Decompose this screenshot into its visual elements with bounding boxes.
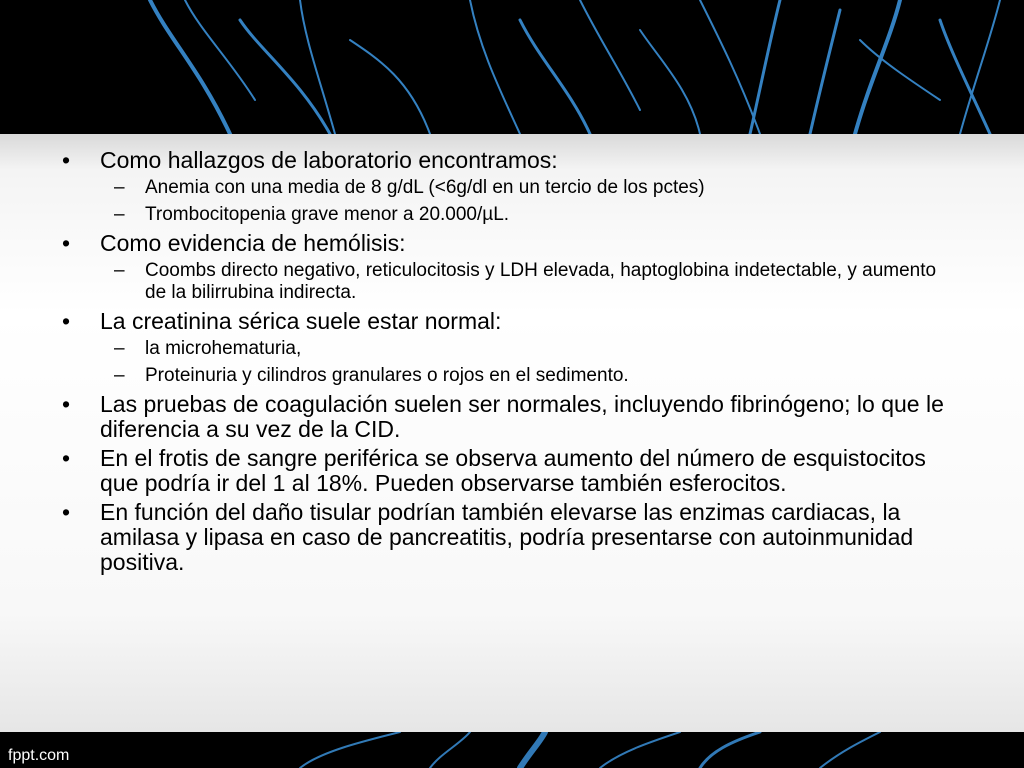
bullet-marker: • [62,499,71,525]
bullet-item [62,392,962,442]
sub-bullet-item [62,260,962,304]
bullet-marker: • [62,147,71,173]
bullet-item [62,500,962,575]
bullet-text: En función del daño tisular podrían también elevarse las enzimas cardiacas, la amilasa y lipasa en caso de pancreatitis, podría presentarse con autoinmunidad positiva. [100,499,914,575]
bullet-text: Anemia con una media de 8 g/dL (<6g/dl en un tercio de los pctes) [145,177,705,198]
sub-bullet-item [62,338,962,360]
bullet-text: En el frotis de sangre periférica se observa aumento del número de esquistocitos que podría ir del 1 al 18%. Pueden observarse también esferocitos. [100,445,926,496]
bullet-text: Como evidencia de hemólisis: [100,230,406,256]
bullet-text: La creatinina sérica suele estar normal: [100,308,502,334]
bullet-text: la microhematuria, [145,338,302,359]
bullet-text: Trombocitopenia grave menor a 20.000/µL. [145,204,510,225]
sub-bullet-item [62,365,962,387]
bullet-list [62,148,962,579]
bullet-marker: • [62,445,71,471]
sub-bullet-item [62,204,962,226]
bullet-item [62,148,962,173]
footer-brand-text: fppt.com [8,747,70,764]
sub-bullet-item [62,177,962,199]
bullet-item [62,309,962,334]
bullet-text: Como hallazgos de laboratorio encontramos: [100,147,558,173]
bullet-item [62,446,962,496]
dash-marker: – [114,177,125,198]
footer-banner [0,732,1024,768]
bullet-marker: • [62,391,71,417]
bullet-text: Proteinuria y cilindros granulares o rojos en el sedimento. [145,365,629,386]
dash-marker: – [114,204,125,225]
bullet-text: Las pruebas de coagulación suelen ser normales, incluyendo fibrinógeno; lo que le diferencia a su vez de la CID. [100,391,944,442]
nerve-fibers-graphic [0,0,1024,134]
dash-marker: – [114,365,125,386]
bullet-marker: • [62,230,71,256]
bullet-text: Coombs directo negativo, reticulocitosis y LDH elevada, haptoglobina indetectable, y aumento de la bilirrubina indirecta. [145,260,937,303]
nerve-fibers-footer-graphic [0,732,1024,768]
bullet-item [62,231,962,256]
dash-marker: – [114,338,125,359]
dash-marker: – [114,260,125,281]
header-banner [0,0,1024,134]
bullet-marker: • [62,308,71,334]
